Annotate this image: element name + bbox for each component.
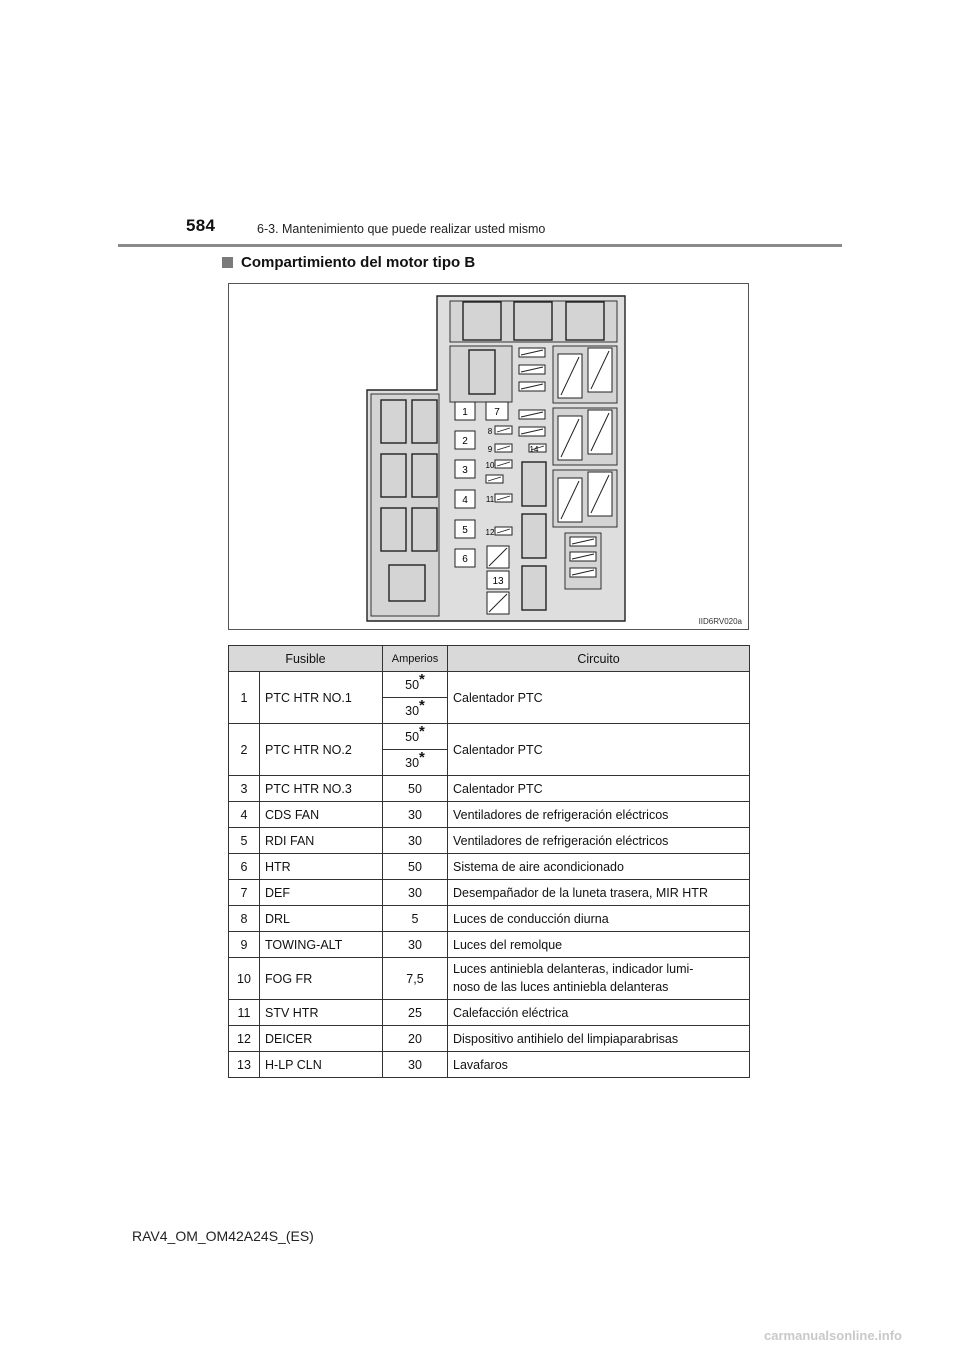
asterisk-mark: * (419, 722, 425, 740)
fuse-circuit: Calentador PTC (448, 724, 750, 776)
fuse-table (228, 645, 750, 1078)
figure-code: IID6RV020a (698, 617, 742, 626)
fuse-number: 4 (229, 802, 260, 828)
fuse-amps: 30 (383, 880, 448, 906)
fuse-number: 3 (229, 776, 260, 802)
fuse-circuit: Sistema de aire acondicionado (448, 854, 750, 880)
table-row (229, 672, 750, 698)
fuse-name: HTR (260, 854, 383, 880)
header-fuse: Fusible (229, 646, 383, 672)
fuse-number: 9 (229, 932, 260, 958)
fuse-name: PTC HTR NO.3 (260, 776, 383, 802)
fuse-circuit: Lavafaros (448, 1052, 750, 1078)
fuse-label-1: 1 (462, 407, 468, 418)
fuse-box-diagram (228, 283, 749, 630)
fuse-amps: 50 (383, 776, 448, 802)
asterisk-mark: * (419, 670, 425, 688)
fuse-amps: 25 (383, 1000, 448, 1026)
table-row (229, 1000, 750, 1026)
fuse-label-13: 13 (492, 576, 504, 587)
fuse-label-9: 9 (487, 445, 493, 454)
fuse-circuit: Ventiladores de refrigeración eléctricos (448, 802, 750, 828)
fuse-label-8: 8 (487, 427, 493, 436)
fuse-amps: 30 (383, 828, 448, 854)
fuse-label-2: 2 (462, 436, 468, 447)
document-footer: RAV4_OM_OM42A24S_(ES) (132, 1228, 314, 1244)
section-title: 6-3. Mantenimiento que puede realizar usted mismo (257, 222, 546, 236)
page-number: 584 (186, 216, 216, 235)
fuse-label-14: 14 (529, 445, 539, 454)
fuse-label-4: 4 (462, 495, 468, 506)
table-row (229, 932, 750, 958)
fuse-name: DRL (260, 906, 383, 932)
fuse-amps: 7,5 (383, 958, 448, 1000)
table-row (229, 880, 750, 906)
fuse-number: 7 (229, 880, 260, 906)
fuse-number: 12 (229, 1026, 260, 1052)
fuse-circuit: Calefacción eléctrica (448, 1000, 750, 1026)
subheading (222, 254, 475, 271)
fuse-amps: 30* (383, 698, 448, 724)
fuse-name: H-LP CLN (260, 1052, 383, 1078)
fuse-number: 6 (229, 854, 260, 880)
fuse-name: PTC HTR NO.2 (260, 724, 383, 776)
table-header-row (229, 646, 750, 672)
fuse-amps: 30 (383, 802, 448, 828)
fuse-name: STV HTR (260, 1000, 383, 1026)
fuse-label-5: 5 (462, 525, 468, 536)
watermark[interactable]: carmanualsonline.info (764, 1328, 902, 1343)
fuse-circuit: Ventiladores de refrigeración eléctricos (448, 828, 750, 854)
fuse-number: 8 (229, 906, 260, 932)
fuse-number: 5 (229, 828, 260, 854)
fuse-circuit: Desempañador de la luneta trasera, MIR HTR (448, 880, 750, 906)
header-amps: Amperios (383, 646, 448, 672)
fuse-name: CDS FAN (260, 802, 383, 828)
table-row (229, 1026, 750, 1052)
fuse-amps: 50 (383, 854, 448, 880)
fuse-label-3: 3 (462, 465, 468, 476)
table-row (229, 802, 750, 828)
fuse-number: 2 (229, 724, 260, 776)
fuse-amps: 50* (383, 724, 448, 750)
fuse-name: PTC HTR NO.1 (260, 672, 383, 724)
fuse-name: FOG FR (260, 958, 383, 1000)
header-circuit: Circuito (448, 646, 750, 672)
fuse-name: TOWING-ALT (260, 932, 383, 958)
table-row (229, 854, 750, 880)
fuse-circuit: Luces del remolque (448, 932, 750, 958)
table-row (229, 776, 750, 802)
fuse-amps: 20 (383, 1026, 448, 1052)
fuse-label-6: 6 (462, 554, 468, 565)
fuse-number: 10 (229, 958, 260, 1000)
fuse-amps: 50* (383, 672, 448, 698)
fuse-amps: 30* (383, 750, 448, 776)
fuse-amps: 30 (383, 1052, 448, 1078)
fuse-circuit: Calentador PTC (448, 776, 750, 802)
fuse-circuit: Dispositivo antihielo del limpiaparabrisas (448, 1026, 750, 1052)
asterisk-mark: * (419, 696, 425, 714)
asterisk-mark: * (419, 748, 425, 766)
table-row (229, 958, 750, 1000)
fuse-label-10: 10 (485, 461, 495, 470)
square-bullet-icon (222, 257, 233, 268)
fuse-name: DEICER (260, 1026, 383, 1052)
circuit-line-2: noso de las luces antiniebla delanteras (453, 980, 669, 994)
fuse-number: 13 (229, 1052, 260, 1078)
fuse-amps: 5 (383, 906, 448, 932)
table-row (229, 828, 750, 854)
fuse-label-11: 11 (485, 495, 495, 504)
table-row (229, 724, 750, 750)
fuse-number: 11 (229, 1000, 260, 1026)
fuse-name: RDI FAN (260, 828, 383, 854)
fuse-circuit: Calentador PTC (448, 672, 750, 724)
fuse-name: DEF (260, 880, 383, 906)
table-row (229, 906, 750, 932)
table-row (229, 1052, 750, 1078)
fuse-amps: 30 (383, 932, 448, 958)
fuse-box-illustration (229, 284, 750, 631)
fuse-circuit (448, 958, 750, 1000)
circuit-line-1: Luces antiniebla delanteras, indicador lumi- (453, 962, 694, 976)
fuse-label-7: 7 (494, 407, 500, 418)
fuse-label-12: 12 (485, 528, 495, 537)
fuse-number: 1 (229, 672, 260, 724)
fuse-circuit: Luces de conducción diurna (448, 906, 750, 932)
header-divider (118, 244, 842, 247)
subheading-text: Compartimiento del motor tipo B (241, 254, 476, 271)
